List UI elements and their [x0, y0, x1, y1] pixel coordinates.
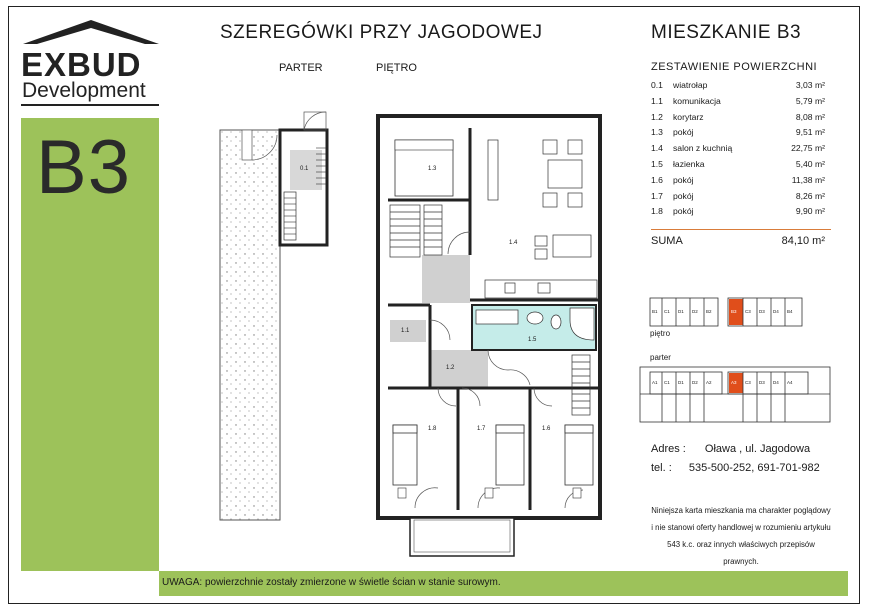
- summary-row: 0.1 wiatrołap 3,03 m²: [651, 80, 825, 90]
- phone: [651, 462, 820, 474]
- summary-heading: ZESTAWIENIE POWIERZCHNI: [651, 61, 818, 73]
- summary-row: 1.6 pokój 11,38 m²: [651, 174, 825, 185]
- room-label: 1.4: [509, 240, 518, 246]
- key-plan-unit: D4: [773, 380, 779, 385]
- key-plan-unit: A1: [652, 380, 658, 385]
- key-plan-unit: C1: [664, 309, 670, 314]
- apartment-code: B3: [36, 125, 131, 210]
- summary-separator: [651, 229, 831, 230]
- room-label: 1.5: [528, 337, 537, 343]
- key-plan-unit: A4: [787, 380, 793, 385]
- key-plan-unit: D1: [678, 309, 684, 314]
- room-label: 0.1: [300, 166, 309, 172]
- key-plan-unit: B3: [731, 309, 737, 314]
- summary-row: 1.1 komunikacja 5,79 m²: [651, 95, 825, 106]
- project-title: SZEREGÓWKI PRZY JAGODOWEJ: [220, 22, 543, 43]
- logo-subtitle: Development: [22, 79, 146, 102]
- key-plan-unit: C3: [745, 380, 751, 385]
- key-plan-unit: A3: [731, 380, 737, 385]
- measurement-warning: UWAGA: powierzchnie zostały zmierzone w świetle ścian w stanie surowym.: [162, 577, 501, 588]
- key-plan-unit: D2: [692, 309, 698, 314]
- key-plan-unit: B2: [706, 309, 712, 314]
- total-value: 84,10 m²: [781, 235, 825, 247]
- ground-floor-plan: [220, 112, 327, 520]
- room-label: 1.8: [428, 426, 437, 432]
- key-plan-ground-label: parter: [650, 353, 671, 362]
- key-plan-unit: D1: [678, 380, 684, 385]
- apartment-title: MIESZKANIE B3: [651, 22, 802, 43]
- address-value: Oława , ul. Jagodowa: [704, 443, 811, 455]
- summary-row: 1.5 łazienka 5,40 m²: [651, 158, 825, 169]
- key-plan-unit: C1: [664, 380, 670, 385]
- key-plan-unit: D4: [773, 309, 779, 314]
- key-plan-unit: B1: [652, 309, 658, 314]
- summary-row: 1.7 pokój 8,26 m²: [651, 190, 825, 201]
- upper-floor-label: PIĘTRO: [376, 62, 417, 74]
- key-plan-unit: D3: [759, 309, 765, 314]
- total-label: SUMA: [651, 235, 683, 247]
- summary-row: 1.2 korytarz 8,08 m²: [651, 111, 825, 122]
- room-label: 1.7: [477, 426, 486, 432]
- summary-row: 1.3 pokój 9,51 m²: [651, 127, 825, 138]
- key-plan-unit: D3: [759, 380, 765, 385]
- key-plan-upper: [650, 298, 802, 326]
- upper-floor-plan: [378, 116, 600, 556]
- room-label: 1.2: [446, 365, 455, 371]
- address-label: Adres :: [651, 443, 686, 455]
- phone-value: 535-500-252, 691-701-982: [688, 462, 820, 474]
- phone-label: tel. :: [651, 462, 672, 474]
- key-plan-unit: D2: [692, 380, 698, 385]
- key-plan-unit: C3: [745, 309, 751, 314]
- key-plan-unit: B4: [787, 309, 793, 314]
- key-plan-unit: A2: [706, 380, 712, 385]
- ground-floor-label: PARTER: [279, 62, 323, 74]
- summary-row: 1.4 salon z kuchnią 22,75 m²: [651, 143, 825, 154]
- key-plan-upper-label: piętro: [650, 329, 671, 338]
- summary-row: 1.8 pokój 9,90 m²: [651, 206, 825, 217]
- room-label: 1.6: [542, 426, 551, 432]
- room-label: 1.1: [401, 328, 410, 334]
- room-label: 1.3: [428, 166, 437, 172]
- summary-total: [651, 235, 829, 247]
- disclaimer: Niniejsza karta mieszkania ma charakter poglądowy i nie stanowi oferty handlowej w rozumieniu artykułu 543 k.c. oraz innych właściwych przepisów prawnych.: [651, 506, 831, 566]
- summary-table: [651, 80, 829, 222]
- address: [651, 443, 810, 455]
- logo-brand: EXBUD: [21, 46, 142, 83]
- key-plan-ground: [640, 367, 830, 422]
